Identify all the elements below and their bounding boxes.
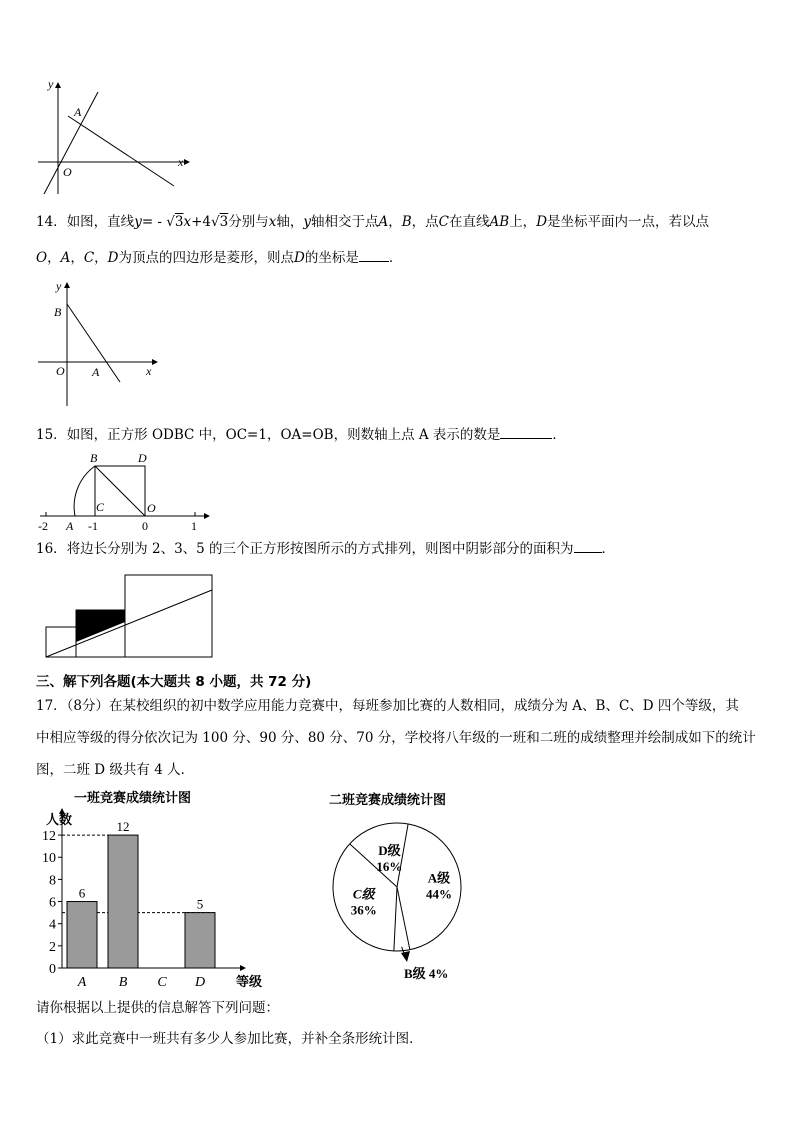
b-callout-arrow [401,951,410,962]
pie-value-D级: 16% [376,858,403,874]
fig15-number-line [30,448,220,534]
bar-chart [30,806,280,996]
pie-chart-title: 二班竞赛成绩统计图 [329,793,447,808]
fig15-label-b: B [90,451,98,465]
x-category-label: D [194,975,206,990]
q17-prompt: 请你根据以上提供的信息解答下列问题： [36,1000,279,1016]
section-3-title: 三、解下列各题(本大题共 8 小题，共 72 分) [36,674,312,690]
q14-line2: O，A，C，D为顶点的四边形是菱形，则点D的坐标是 ． [36,250,403,266]
y-axis-title: 人数 [46,812,73,827]
fig15-label-c: C [96,500,105,514]
fig13-graph [34,76,194,198]
y-tick-label: 8 [49,873,56,889]
pie-value-C级: 36% [350,902,377,918]
b-outside-label: B级 4% [404,966,449,981]
x-axis-arrow [240,965,246,971]
pie-label-A级: A级 [427,870,451,886]
y-tick-label: 6 [49,895,56,911]
fig15-label-d: D [138,451,147,465]
bar-B [108,835,138,968]
pie-value-A级: 44% [425,886,452,902]
fig15-tick-1: 1 [191,519,197,533]
sqrt-symbol: √3 [211,214,229,230]
q17-line1: 17．（8分）在某校组织的初中数学应用能力竞赛中，每班参加比赛的人数相同，成绩分为 A、B、C、D 四个等级，其 [36,698,739,714]
fig14-x-label: x [146,364,152,378]
bar-value-label: 5 [196,896,204,912]
q15-text: 15．如图，正方形 ODBC 中，OC=1，OA=OB，则数轴上点 A 表示的数是 ． [36,427,566,443]
fig13-point-a: A [74,105,82,119]
answer-blank [500,426,552,439]
sqrt-symbol: √3 [166,214,184,230]
bar-D [185,913,215,968]
fig15-tick-m2: -2 [38,519,48,533]
y-tick-label: 0 [49,962,56,977]
y-tick-label: 4 [49,917,56,933]
q17-part1: （1）求此竞赛中一班共有多少人参加比赛，并补全条形统计图． [36,1031,423,1047]
pie-label-C级: C级 [352,886,375,902]
q17-line2: 中相应等级的得分依次记为 100 分、90 分、80 分、70 分，学校将八年级的一班和二班的成绩整理并绘制成如下的统计 [36,730,756,746]
fig13-x-label: x [178,155,184,169]
fig13-origin: O [63,165,72,179]
fig15-label-o: O [147,501,156,515]
q14-line1: 14．如图，直线y= - √3x+4√3分别与x轴，y轴相交于点A，B，点C在直线AB上，D是坐标平面内一点，若以点 [36,214,710,230]
y-tick-label: 2 [49,939,56,955]
y-tick-label: 12 [42,829,56,845]
fig16-squares [44,573,216,659]
bar-value-label: 12 [116,819,130,835]
fig15-tick-0: 0 [142,519,148,533]
fig14-y-label: y [56,279,62,293]
x-category-label: A [77,975,87,990]
fig15-label-a: A [66,519,74,533]
pie-label-D级: D级 [378,842,401,858]
bar-A [67,902,97,968]
fig15-tick-m1: -1 [88,519,98,533]
fig14-point-b: B [54,305,62,319]
bar-chart-title: 一班竞赛成绩统计图 [74,791,192,806]
x-axis-title: 等级 [236,974,263,989]
fig14-point-a: A [92,365,100,379]
pie-chart [320,810,480,986]
bar-value-label: 6 [78,885,86,901]
fig14-graph [36,278,166,410]
y-tick-label: 10 [42,851,56,867]
fig13-y-label: y [48,77,54,91]
q17-line3: 图，二班 D 级共有 4 人． [36,762,195,778]
answer-blank [359,249,389,262]
fig14-origin: O [56,364,65,378]
q16-text: 16．将边长分别为 2、3、5 的三个正方形按图所示的方式排列，则图中阴影部分的面积为 ． [36,541,616,557]
answer-blank [574,540,602,553]
x-category-label: B [118,975,128,990]
x-category-label: C [157,975,167,990]
